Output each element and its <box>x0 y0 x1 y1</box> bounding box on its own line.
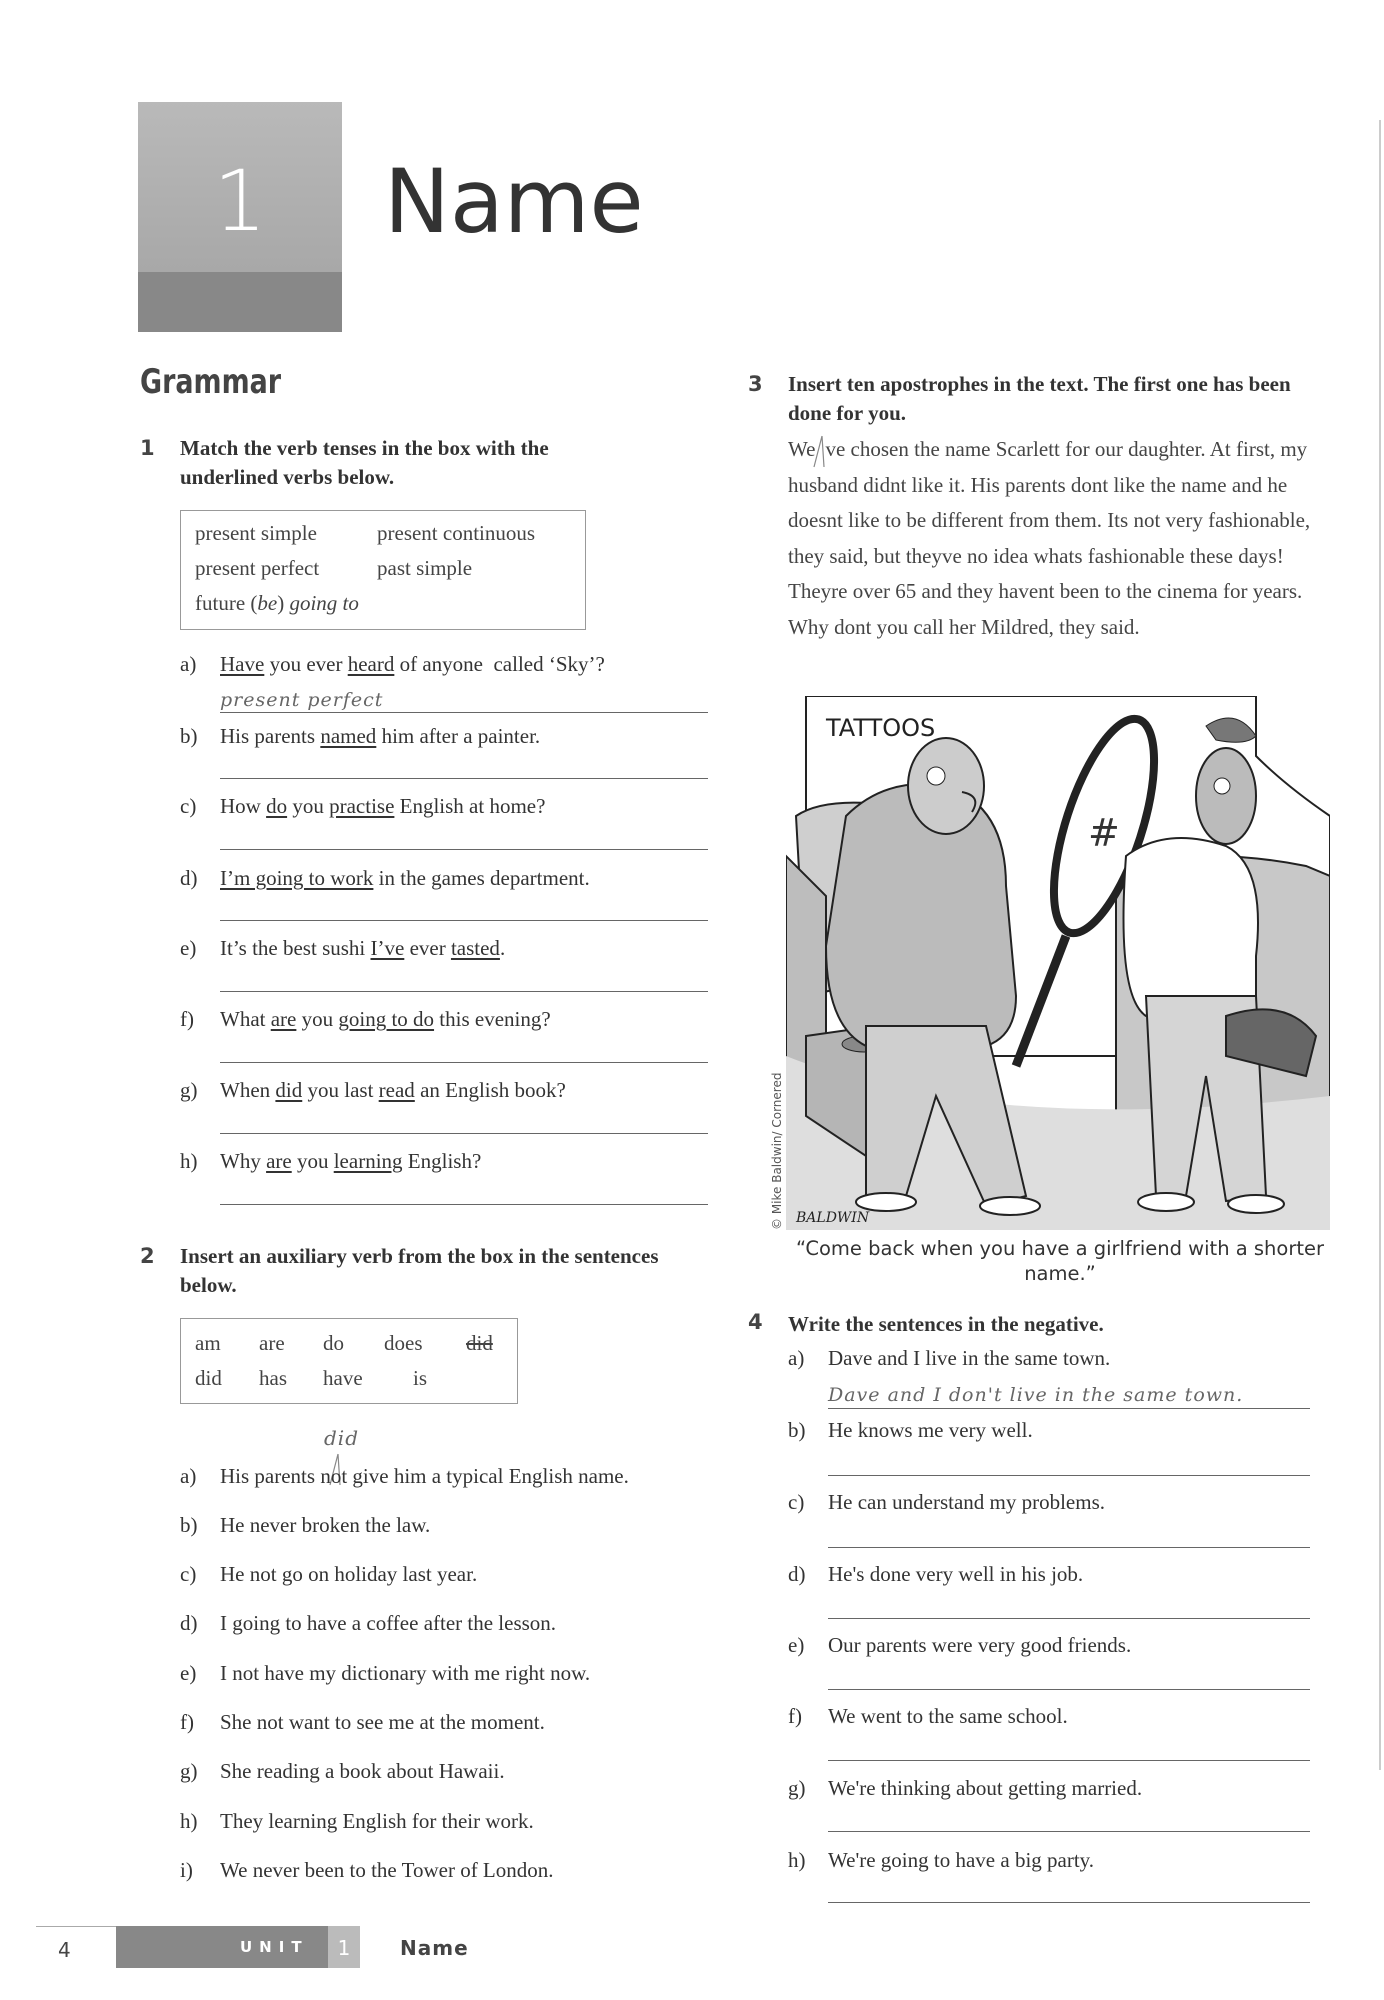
answer-line[interactable] <box>828 1831 1310 1832</box>
footer-unit-label: UNIT <box>240 1938 309 1956</box>
answer-line[interactable] <box>220 849 708 850</box>
section-title: Grammar <box>140 362 282 402</box>
answer-line[interactable] <box>828 1760 1310 1761</box>
unit-number: 1 <box>213 152 267 250</box>
q1-number: 1 <box>140 436 155 460</box>
answer-line[interactable] <box>220 1062 708 1063</box>
answer-line[interactable] <box>220 778 708 779</box>
tense-option: past simple <box>377 556 473 580</box>
answer-line[interactable] <box>828 1902 1310 1903</box>
answer-line[interactable] <box>828 1547 1310 1548</box>
cartoon-signature: BALDWIN <box>796 1210 870 1226</box>
answer-line[interactable] <box>828 1475 1310 1476</box>
verb-option: has <box>259 1366 287 1390</box>
verb-option-used: did <box>466 1331 493 1355</box>
footer-rule <box>36 1926 116 1927</box>
q2-verb-box <box>180 1318 518 1404</box>
unit-number-block <box>138 102 342 332</box>
q2-instruction: Insert an auxiliary verb from the box in the sentences below. <box>180 1244 659 1297</box>
q2-inserted-verb: did <box>324 1426 360 1450</box>
page-edge-divider <box>1379 120 1381 1770</box>
cartoon-caption: “Come back when you have a girlfriend with a shorter name.” <box>795 1237 1325 1285</box>
q1-instruction: Match the verb tenses in the box with the underlined verbs below. <box>180 436 549 489</box>
verb-option: did <box>195 1366 222 1390</box>
verb-option: are <box>259 1331 285 1355</box>
cartoon-sign-text: TATTOOS <box>826 714 936 742</box>
answer-line[interactable] <box>220 712 708 713</box>
footer-title: Name <box>400 1936 469 1960</box>
q1-answer-a: present perfect <box>220 689 384 711</box>
answer-line[interactable] <box>220 1204 708 1205</box>
answer-line[interactable] <box>828 1689 1310 1690</box>
q4-answer-a: Dave and I don't live in the same town. <box>828 1384 1244 1406</box>
q4-number: 4 <box>748 1310 763 1334</box>
apostrophe-mark-icon <box>813 434 825 468</box>
verb-option: have <box>323 1366 363 1390</box>
q2-number: 2 <box>140 1244 155 1268</box>
cartoon-illustration <box>786 696 1330 1230</box>
verb-option: is <box>413 1366 428 1390</box>
verb-option: am <box>195 1331 221 1355</box>
tense-option: present simple <box>195 521 317 545</box>
answer-line[interactable] <box>220 920 708 921</box>
q1-tense-box <box>180 510 586 630</box>
footer-unit-number: 1 <box>337 1936 351 1960</box>
answer-line[interactable] <box>220 991 708 992</box>
svg-text:#: # <box>1088 811 1120 855</box>
page-number: 4 <box>58 1938 71 1962</box>
tense-option: present continuous <box>377 521 536 545</box>
verb-option: does <box>384 1331 423 1355</box>
unit-title: Name <box>384 150 644 253</box>
answer-line[interactable] <box>220 1133 708 1134</box>
footer-unit-bar <box>116 1926 360 1968</box>
tense-option: present perfect <box>195 556 320 580</box>
answer-line[interactable] <box>828 1618 1310 1619</box>
tense-option: future (be) going to <box>195 591 359 615</box>
answer-line[interactable] <box>828 1408 1310 1409</box>
verb-option: do <box>323 1331 344 1355</box>
cartoon-credit: © Mike Baldwin/ Cornered <box>770 1072 784 1230</box>
q3-instruction: Insert ten apostrophes in the text. The first one has been done for you. <box>788 372 1291 425</box>
q3-passage: We ve chosen the name Scarlett for our daughter. At first, my husband didnt like it. His parents dont like the name and he doesnt like to be different from them. Its not very fashionable, they said, but theyve no idea whats fashionable these days! Theyre over 65 and they havent been to the cinema for years. Why dont you call her Mildred, they said. <box>788 432 1318 645</box>
q3-number: 3 <box>748 372 763 396</box>
q4-instruction: Write the sentences in the negative. <box>788 1312 1104 1336</box>
